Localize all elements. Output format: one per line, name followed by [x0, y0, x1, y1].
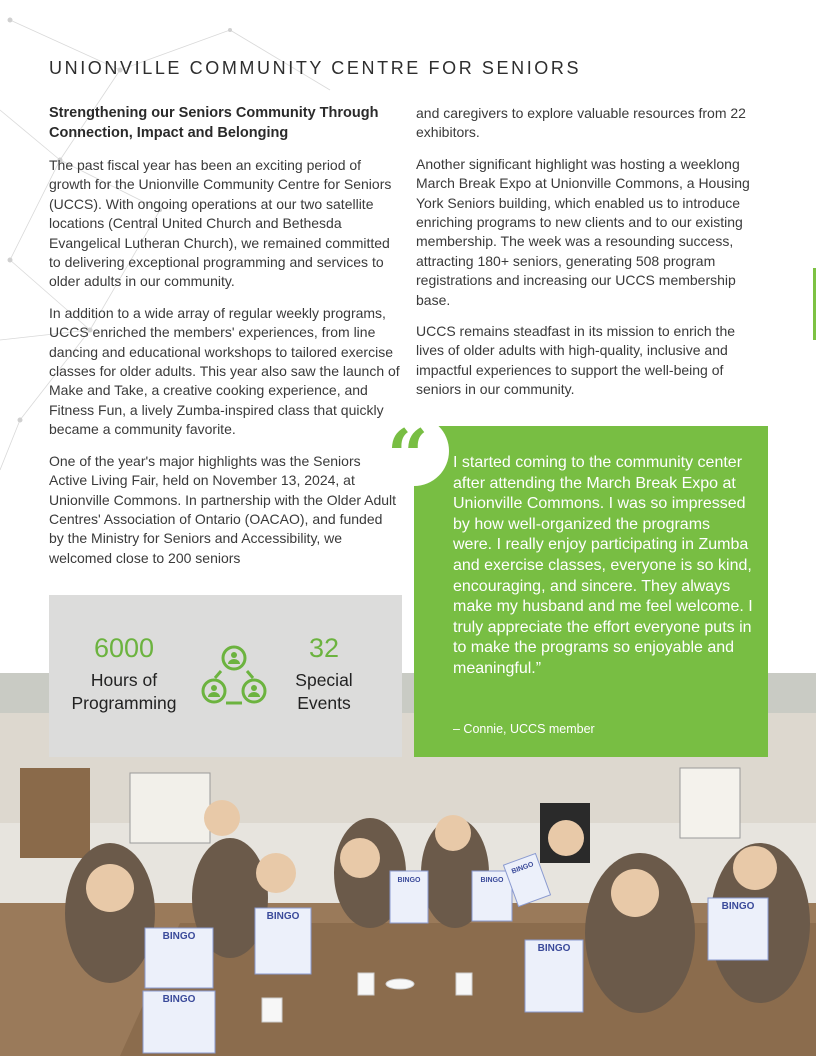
quote-mark-icon: “ — [387, 413, 429, 498]
article-paragraph: One of the year's major highlights was the Seniors Active Living Fair, held on November 13, 2024, at Unionville Commons. In partnership with the Older Adult Centres' Association of Ontario (OACAO), and funded by the Ministry for Seniors and Accessibility, we welcomed close to 200 seniors — [49, 452, 397, 566]
testimonial-quote-box — [414, 426, 768, 757]
stat-events — [274, 633, 374, 715]
bingo-card-header: BINGO — [266, 911, 300, 922]
stat-hours — [59, 633, 189, 715]
stat-events-label-line: Events — [297, 693, 351, 713]
stat-hours-label-line: Programming — [71, 693, 177, 713]
article-paragraph: and caregivers to explore valuable resources from 22 exhibitors. — [416, 105, 746, 141]
bingo-card-header: BINGO — [397, 877, 421, 884]
bingo-card-header: BINGO — [162, 931, 196, 942]
bingo-card-header: BINGO — [537, 943, 571, 954]
people-network-icon — [201, 645, 267, 707]
stat-hours-value: 6000 — [93, 633, 155, 663]
article-left-column — [49, 104, 401, 580]
article-paragraph: In addition to a wide array of regular weekly programs, UCCS enriched the members' experiences, from line dancing and educational workshops to tailored exercise classes for older adults. This year also saw the launch of Make and Take, a creative cooking experience, and Fitness Fun, a lively Zumba-inspired class that quickly became a community favorite. — [49, 304, 400, 438]
testimonial-text: I started coming to the community center after attending the March Break Expo at Unionville Commons. I was so impressed by how well-organized the programs were. I really enjoy participating in Zumba and exercise classes, everyone is so kind, encouraging, and sincere. They always make my husband and me feel welcome. I truly appreciate the effort everyone puts in to make the programs so enjoyable and meaningful.” — [453, 454, 753, 677]
stat-hours-label-line: Hours of — [90, 670, 158, 690]
stat-hours-label — [59, 669, 189, 715]
stat-events-value: 32 — [308, 633, 340, 663]
stats-panel — [49, 595, 402, 757]
testimonial-attribution: – Connie, UCCS member — [453, 722, 595, 736]
article-paragraph: UCCS remains steadfast in its mission to enrich the lives of older adults with high-quality, inclusive and impactful experiences to support the well-being of seniors in our community. — [416, 323, 736, 398]
bingo-card-header: BINGO — [510, 861, 535, 876]
stat-events-label-line: Special — [295, 670, 353, 690]
bingo-card-header: BINGO — [480, 877, 504, 884]
article-paragraph: The past fiscal year has been an exciting period of growth for the Unionville Community Centre for Seniors (UCCS). With ongoing operations at our two satellite locations (Central United Church and Bethesda Evangelical Lutheran Church), we remained committed to delivering exceptional programming and services to older adults in our community. — [49, 157, 392, 290]
article-right-column — [416, 104, 766, 412]
article-subheading: Strengthening our Seniors Community Through Connection, Impact and Belonging — [49, 105, 379, 141]
stat-events-label — [274, 669, 374, 715]
bingo-card-header: BINGO — [162, 994, 196, 1005]
article-paragraph: Another significant highlight was hosting a weeklong March Break Expo at Unionville Commons, a Housing York Seniors building, which enabled us to introduce enriching programs to new clients and to our existing membership. The week was a resounding success, attracting 180+ seniors, generating 508 program registrations and increasing our UCCS membership base. — [416, 155, 750, 308]
bingo-card-header: BINGO — [721, 901, 755, 912]
page-title: UNIONVILLE COMMUNITY CENTRE FOR SENIORS — [49, 58, 582, 78]
